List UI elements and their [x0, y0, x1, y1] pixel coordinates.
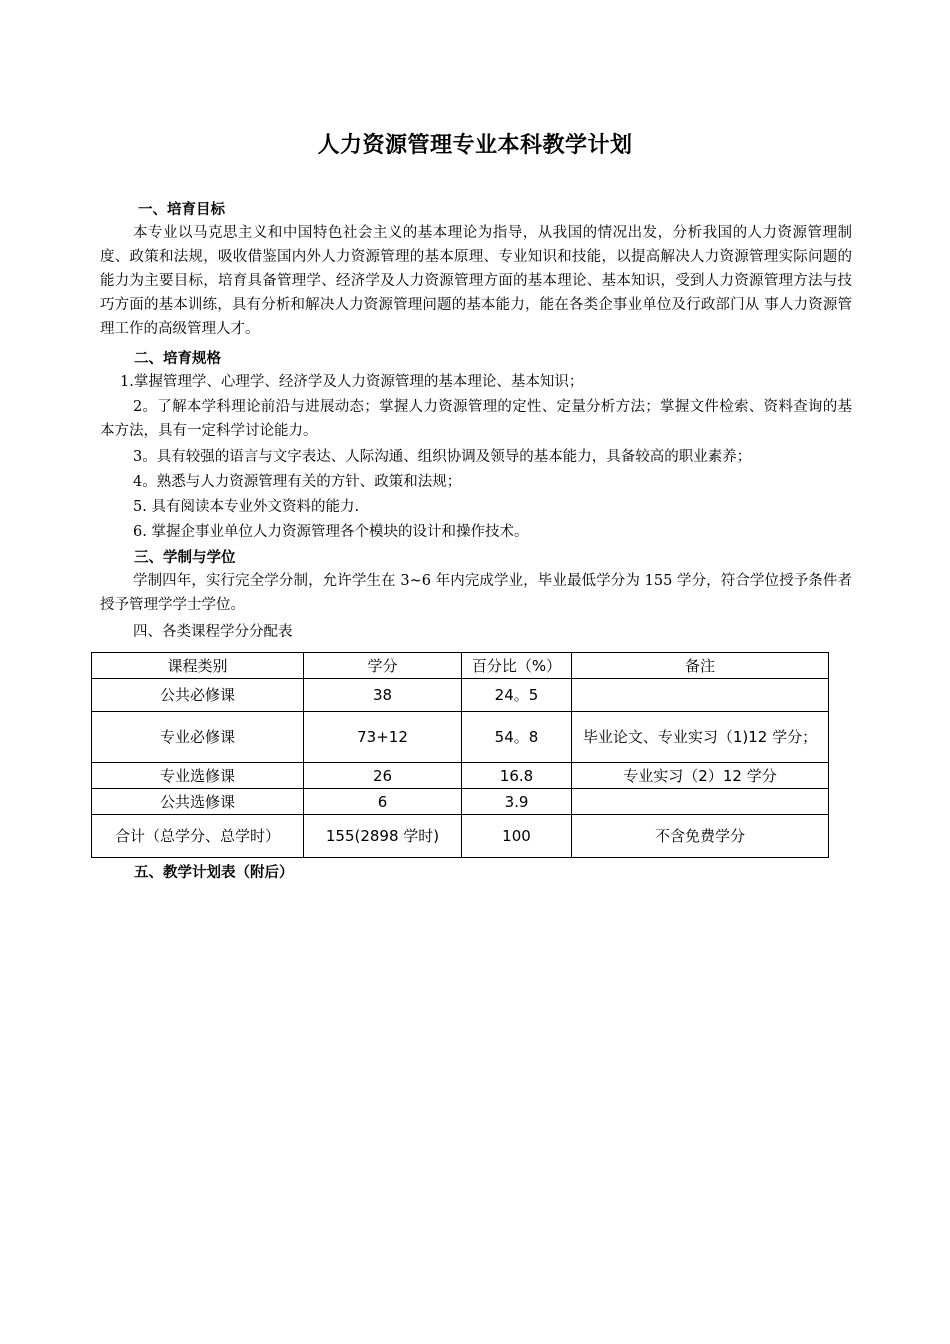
spec-item-6: 6. 掌握企事业单位人力资源管理各个模块的设计和操作技术。: [133, 524, 529, 540]
table-cell: 公共选修课: [92, 789, 304, 815]
degree-paragraph: 学制四年，实行完全学分制，允许学生在 3~6 年内完成学业，毕业最低学分为 155 学分，符合学位授予条件者授予管理学学士学位。: [100, 573, 852, 613]
table-header-row: [92, 653, 829, 679]
section-heading-degree: 三、学制与学位: [134, 550, 236, 566]
goals-paragraph: 本专业以马克思主义和中国特色社会主义的基本理论为指导，从我国的情况出发，分析我国的人力资源管理制度、政策和法规，吸收借鉴国内外人力资源管理的基本原理、专业知识和技能，以提高解决人力资源管理实际问题的能力为主要目标，培育具备管理学、经济学及人力资源管理方面的基本理论、基本知识，受到人力资源管理方法与技巧方面的基本训练，具有分析和解决人力资源管理问题的基本能力，能在各类企事业单位及行政部门从 事人力资源管理工作的高级管理人才。: [100, 225, 852, 337]
table-cell: [572, 679, 829, 712]
table-cell: 专业实习（2）12 学分: [572, 763, 829, 789]
table-cell: 38: [304, 679, 462, 712]
table-row-total: [92, 815, 829, 858]
table-cell: 公共必修课: [92, 679, 304, 712]
spec-item-3: 3。具有较强的语言与文字表达、人际沟通、组织协调及领导的基本能力，具备较高的职业素养；: [133, 449, 752, 465]
table-cell: 24。5: [462, 679, 572, 712]
table-row: [92, 763, 829, 789]
table-row: [92, 712, 829, 763]
spec-item-1: 1.掌握管理学、心理学、经济学及人力资源管理的基本理论、基本知识；: [120, 374, 584, 390]
section-heading-specs: 二、培育规格: [134, 351, 221, 367]
table-cell: 73+12: [304, 712, 462, 763]
table-cell: 不含免费学分: [572, 815, 829, 858]
credit-distribution-table: [91, 652, 829, 858]
spec-item-5: 5. 具有阅读本专业外文资料的能力.: [133, 499, 360, 515]
table-cell: 毕业论文、专业实习（1)12 学分；: [572, 712, 829, 763]
table-cell: 100: [462, 815, 572, 858]
table-cell: 155(2898 学时): [304, 815, 462, 858]
table-cell: 专业选修课: [92, 763, 304, 789]
table-cell: 54。8: [462, 712, 572, 763]
table-cell: 16.8: [462, 763, 572, 789]
section-heading-goals: 一、培育目标: [138, 202, 225, 218]
table-cell: 26: [304, 763, 462, 789]
table-row: [92, 679, 829, 712]
section-heading-credits: 四、各类课程学分分配表: [133, 624, 293, 640]
table-cell: [572, 789, 829, 815]
table-header-cell: 学分: [304, 653, 462, 679]
table-header-cell: 备注: [572, 653, 829, 679]
table-header-cell: 百分比（%）: [462, 653, 572, 679]
table-row: [92, 789, 829, 815]
spec-item-2: 2。了解本学科理论前沿与进展动态；掌握人力资源管理的定性、定量分析方法；掌握文件检索、资料查询的基本方法，具有一定科学讨论能力。: [100, 399, 852, 439]
table-cell: 6: [304, 789, 462, 815]
table-cell: 3.9: [462, 789, 572, 815]
table-cell: 合计（总学分、总学时）: [92, 815, 304, 858]
table-cell: 专业必修课: [92, 712, 304, 763]
section-heading-plan: 五、教学计划表（附后）: [134, 865, 294, 881]
table-header-cell: 课程类别: [92, 653, 304, 679]
spec-item-4: 4。熟悉与人力资源管理有关的方针、政策和法规；: [133, 474, 462, 490]
document-title: 人力资源管理专业本科教学计划: [317, 133, 633, 158]
